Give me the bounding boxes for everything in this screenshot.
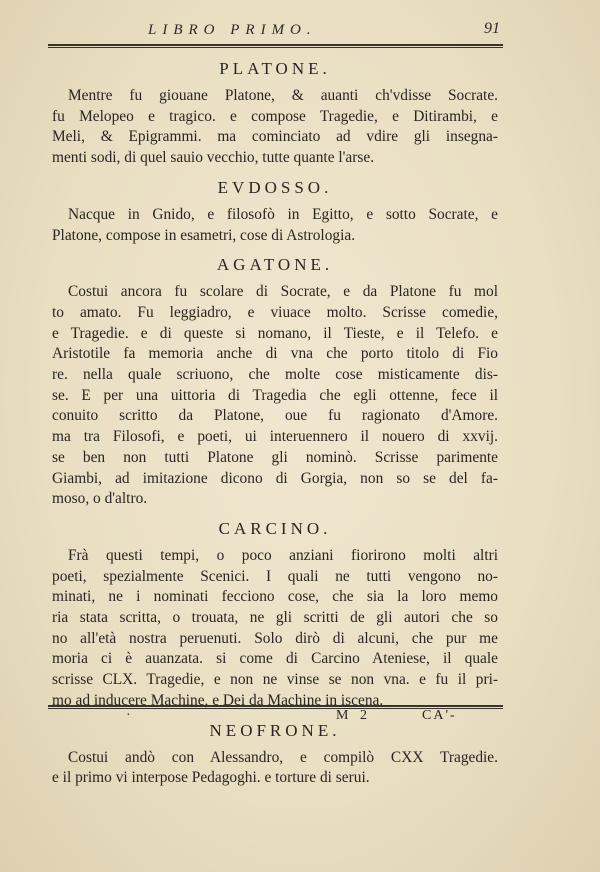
catchword: CA'-	[422, 708, 457, 723]
text-line: Meli, & Epigrammi. ma cominciato ad vdire gli insegna-	[52, 128, 498, 146]
text-line: minati, ne i nominati fecciono cose, che sia la loro memo	[52, 588, 498, 606]
page-text	[52, 50, 498, 789]
section-heading-platone: PLATONE.	[219, 59, 331, 78]
section-heading-agatone: AGATONE.	[216, 255, 334, 275]
section-heading-eudosso: EVDOSSO.	[217, 177, 333, 197]
text-line: Aristotile fa memoria anche di vna che porto titolo di Fio	[52, 345, 498, 363]
text-line: conuito scritto da Platone, oue fu ragionato d'Amore.	[52, 407, 498, 425]
running-head-title: LIBRO PRIMO.	[148, 22, 317, 38]
text-line: Costui ancora fu scolare di Socrate, e da Platone fu mol	[68, 283, 498, 301]
text-line: e Tragedie. e di queste si nomano, il Tieste, e il Telefo. e	[52, 324, 498, 342]
text-line: ria stata scritta, o trouata, ne gli scritti de gli autori che so	[52, 609, 498, 627]
section-body-platone	[52, 86, 498, 169]
running-head	[48, 20, 500, 46]
text-line: mo ad inducere Machine, e Dei da Machine in iscena.	[52, 691, 384, 709]
text-line: moria ci è auanzata. si come di Carcino Ateniese, il quale	[52, 650, 498, 668]
text-line: re. nella quale scriuono, che molte cose misticamente dis-	[52, 366, 498, 384]
top-rule	[48, 44, 503, 46]
text-line: se. E per una uittoria di Tragedia che egli ottenne, fece il	[52, 386, 498, 404]
bottom-rule	[48, 705, 503, 707]
text-line: fu Melopeo e tragico. e compose Tragedie, e Ditirambi, e	[52, 107, 498, 125]
text-line: menti sodi, di quel sauio vecchio, tutte quante l'arse.	[52, 149, 375, 167]
text-line: ma tra Filosofi, e poeti, ui interuennero il nouero di xxvij.	[52, 428, 498, 446]
signature-mark: M 2	[336, 708, 371, 723]
page-number: 91	[484, 20, 500, 37]
text-line: Giambi, ad imitazione dicono di Gorgia, non so se del fa-	[52, 469, 498, 487]
section-body-agatone	[52, 282, 498, 510]
text-line: poeti, spezialmente Scenici. I quali ne tutti vengono no-	[52, 567, 498, 585]
section-body-eudosso	[52, 205, 498, 246]
text-line: se ben non tutti Platone gli nominò. Scrisse parimente	[52, 448, 498, 466]
text-line: to amato. Fu leggiadro, e viuace molto. Scrisse comedie,	[52, 303, 498, 321]
text-line: Mentre fu giouane Platone, & auanti ch'vdisse Socrate.	[68, 87, 498, 104]
text-line: no all'età nostra peruenuti. Solo dirò di alcuni, che pur me	[52, 629, 498, 647]
top-rule-thin	[48, 47, 503, 48]
section-body-neofrone	[52, 748, 498, 789]
text-line: e il primo vi interpose Pedagoghi. e torture di serui.	[52, 769, 370, 787]
text-line: Frà questi tempi, o poco anziani fiorirono molti altri	[68, 546, 498, 564]
text-line: Costui andò con Alessandro, e compilò CXX Tragedie.	[68, 748, 498, 766]
text-line: Nacque in Gnido, e filosofò in Egitto, e sotto Socrate, e	[68, 205, 498, 223]
section-body-carcino	[52, 546, 498, 712]
footer-mark: ·	[126, 708, 131, 723]
text-line: Platone, compose in esametri, cose di Astrologia.	[52, 226, 356, 244]
text-line: scrisse CLX. Tragedie, e non ne vinse se non vna. e fu il pri-	[52, 671, 498, 689]
section-heading-carcino: CARCINO.	[218, 518, 332, 538]
section-heading-neofrone: NEOFRONE.	[209, 720, 341, 740]
page-footer	[48, 708, 503, 726]
text-line: moso, o d'altro.	[52, 490, 148, 508]
